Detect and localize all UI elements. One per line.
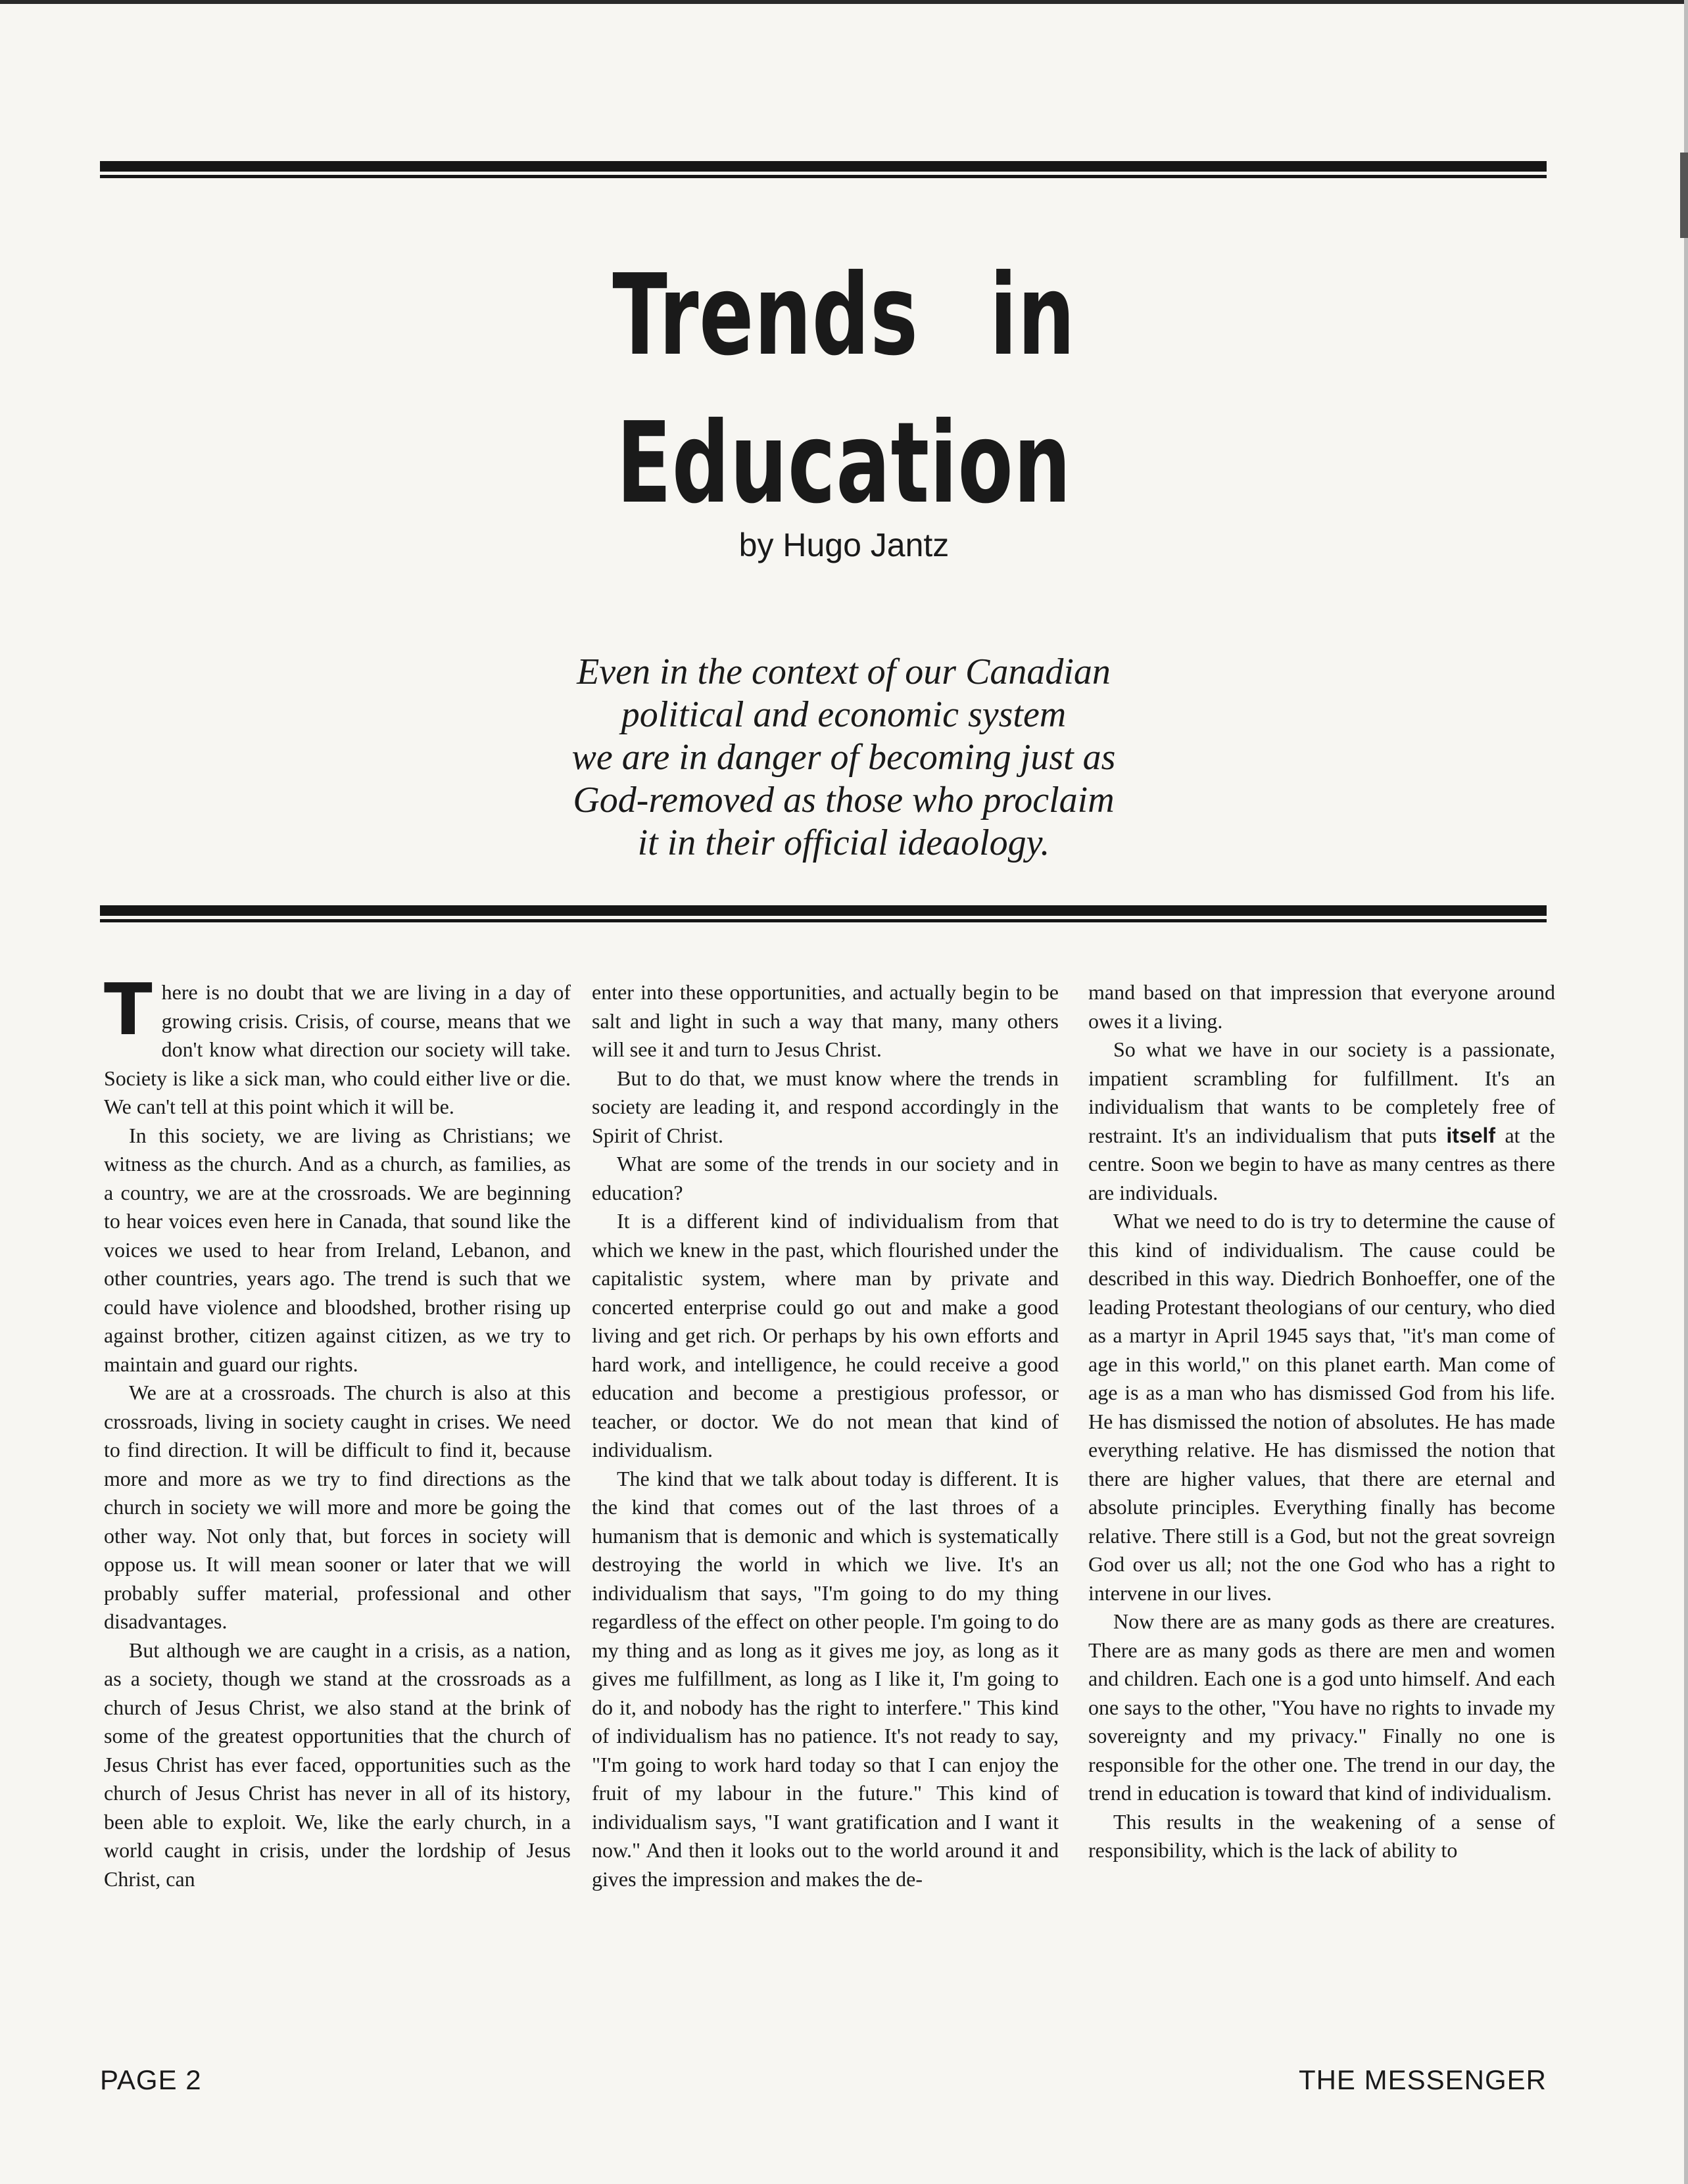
paragraph [1088,1035,1555,1207]
paragraph: What we need to do is try to determine the cause of this kind of individualism. The cause could be described in this way. Diedrich Bonhoeffer, one of the leading Protestant theologians of our century, who died as a martyr in April 1945 says that, "it's man come of age in this world," on this planet earth. Man come of age is as a man who has dismissed God from his life. He has dismissed the notion of absolutes. He has made everything relative. He has dismissed the notion that there are higher values, that there are eternal and absolute principles. Everything finally has become relative. There still is a God, but not the great sovreign God over us all; not the one God who has a right to intervene in our lives. [1088,1209,1555,1605]
body-column-3 [1088,978,1555,2043]
page-right-edge [1684,0,1688,2184]
paragraph: This results in the weakening of a sense of responsibility, which is the lack of ability to [1088,1809,1555,1862]
top-double-rule [100,161,1547,178]
deck-line: Even in the context of our Canadian [577,652,1111,692]
paragraph: enter into these opportunities, and actually begin to be salt and light in such a way that many, many others will see it and turn to Jesus Christ. [592,980,1059,1061]
page-top-edge [0,0,1688,4]
paragraph: The kind that we talk about today is different. It is the kind that comes out of the last throes of a humanism that is demonic and which is systematically destroying the world in which we live. It's an individualism that says, "I'm going to do my thing regardless of the effect on other people. I'm going to do my thing and as long as it gives me joy, as long as it gives me fulfillment, as long as I like it, I'm going to do it, and nobody has the right to interfere." This kind of individualism has no patience. It's not ready to say, "I'm going to work hard today so that I can enjoy the fruit of my labour in the future." This kind of individualism says, "I want gratification and I want it now." And then it looks out to the world around it and gives the impression and makes the de- [592,1466,1059,1891]
paragraph [104,978,571,1122]
emphasis-word: itself [1446,1123,1496,1147]
body-column-2 [592,978,1059,2043]
paragraph: But although we are caught in a crisis, as a nation, as a society, though we stand at the crossroads as a church of Jesus Christ, we also stand at the brink of some of the greatest opportunities that the church of Jesus Christ has ever faced, opportunities such as the church of Jesus Christ has never in all of its history, been able to exploit. We, like the early church, in a world caught in crisis, under the lordship of Jesus Christ, can [104,1638,571,1891]
paragraph: mand based on that impression that everyone around owes it a living. [1088,980,1555,1033]
byline: by Hugo Jantz [738,527,950,563]
publication-name: THE MESSENGER [1298,2064,1547,2095]
article-title-line-2: Education [616,398,1072,529]
deck-line: it in their official ideaology. [637,822,1050,863]
paragraph-text: So what we have in our society is a passionate, impatient scrambling for fulfillment. It's an individualism that wants to be completely free of restraint. It's an individualism that puts [1088,1037,1555,1147]
deck-quote [318,651,1370,865]
middle-double-rule [100,905,1547,922]
article-title-line-1: Trends in [612,250,1076,381]
paragraph-text: here is no doubt that we are living in a day of growing crisis. Crisis, of course, means that we don't know what direction our society will take. Society is like a sick man, who could either live or die. We can't tell at this point which it will be. [104,980,571,1118]
paragraph: What are some of the trends in our society and in education? [592,1152,1059,1204]
deck-line: God-removed as those who proclaim [573,780,1115,820]
drop-cap: T [104,978,153,1051]
page-number: PAGE 2 [100,2064,202,2095]
paragraph: In this society, we are living as Christians; we witness as the church. And as a church, as families, as a country, we are at the crossroads. We are beginning to hear voices even here in Canada, that sound like the voices we used to hear from Ireland, Lebanon, and other countries, years ago. The trend is such that we could have violence and bloodshed, brother rising up against brother, citizen against citizen, as we try to maintain and guard our rights. [104,1123,571,1376]
paragraph: It is a different kind of individualism from that which we knew in the past, which flourished under the capitalistic system, where man by private and concerted enterprise could go out and make a good living and get rich. Or perhaps by his own efforts and hard work, and intelligence, he could receive a good education and become a prestigious professor, or teacher, or doctor. We do not mean that kind of individualism. [592,1209,1059,1461]
body-column-1 [104,978,571,2043]
scan-edge-mark [1680,153,1688,238]
deck-line: political and economic system [621,694,1067,735]
paragraph-text: at the centre. Soon we begin to have as many centres as there are individuals. [1088,1123,1555,1204]
paragraph: But to do that, we must know where the trends in society are leading it, and respond accordingly in the Spirit of Christ. [592,1066,1059,1147]
paragraph: Now there are as many gods as there are creatures. There are as many gods as there are men and women and children. Each one is a god unto himself. And each one says to the other, "You have no rights to invade my sovereignty and my privacy." Finally no one is responsible for the other one. The trend in our day, the trend in education is toward that kind of individualism. [1088,1609,1555,1805]
deck-line: we are in danger of becoming just as [571,737,1116,778]
paragraph: We are at a crossroads. The church is also at this crossroads, living in society caught in crises. We need to find direction. It will be difficult to find it, because more and more as we try to find directions as the church in society we will more and more be going the other way. Not only that, but forces in society will oppose us. It will mean sooner or later that we will probably suffer material, professional and other disadvantages. [104,1381,571,1633]
